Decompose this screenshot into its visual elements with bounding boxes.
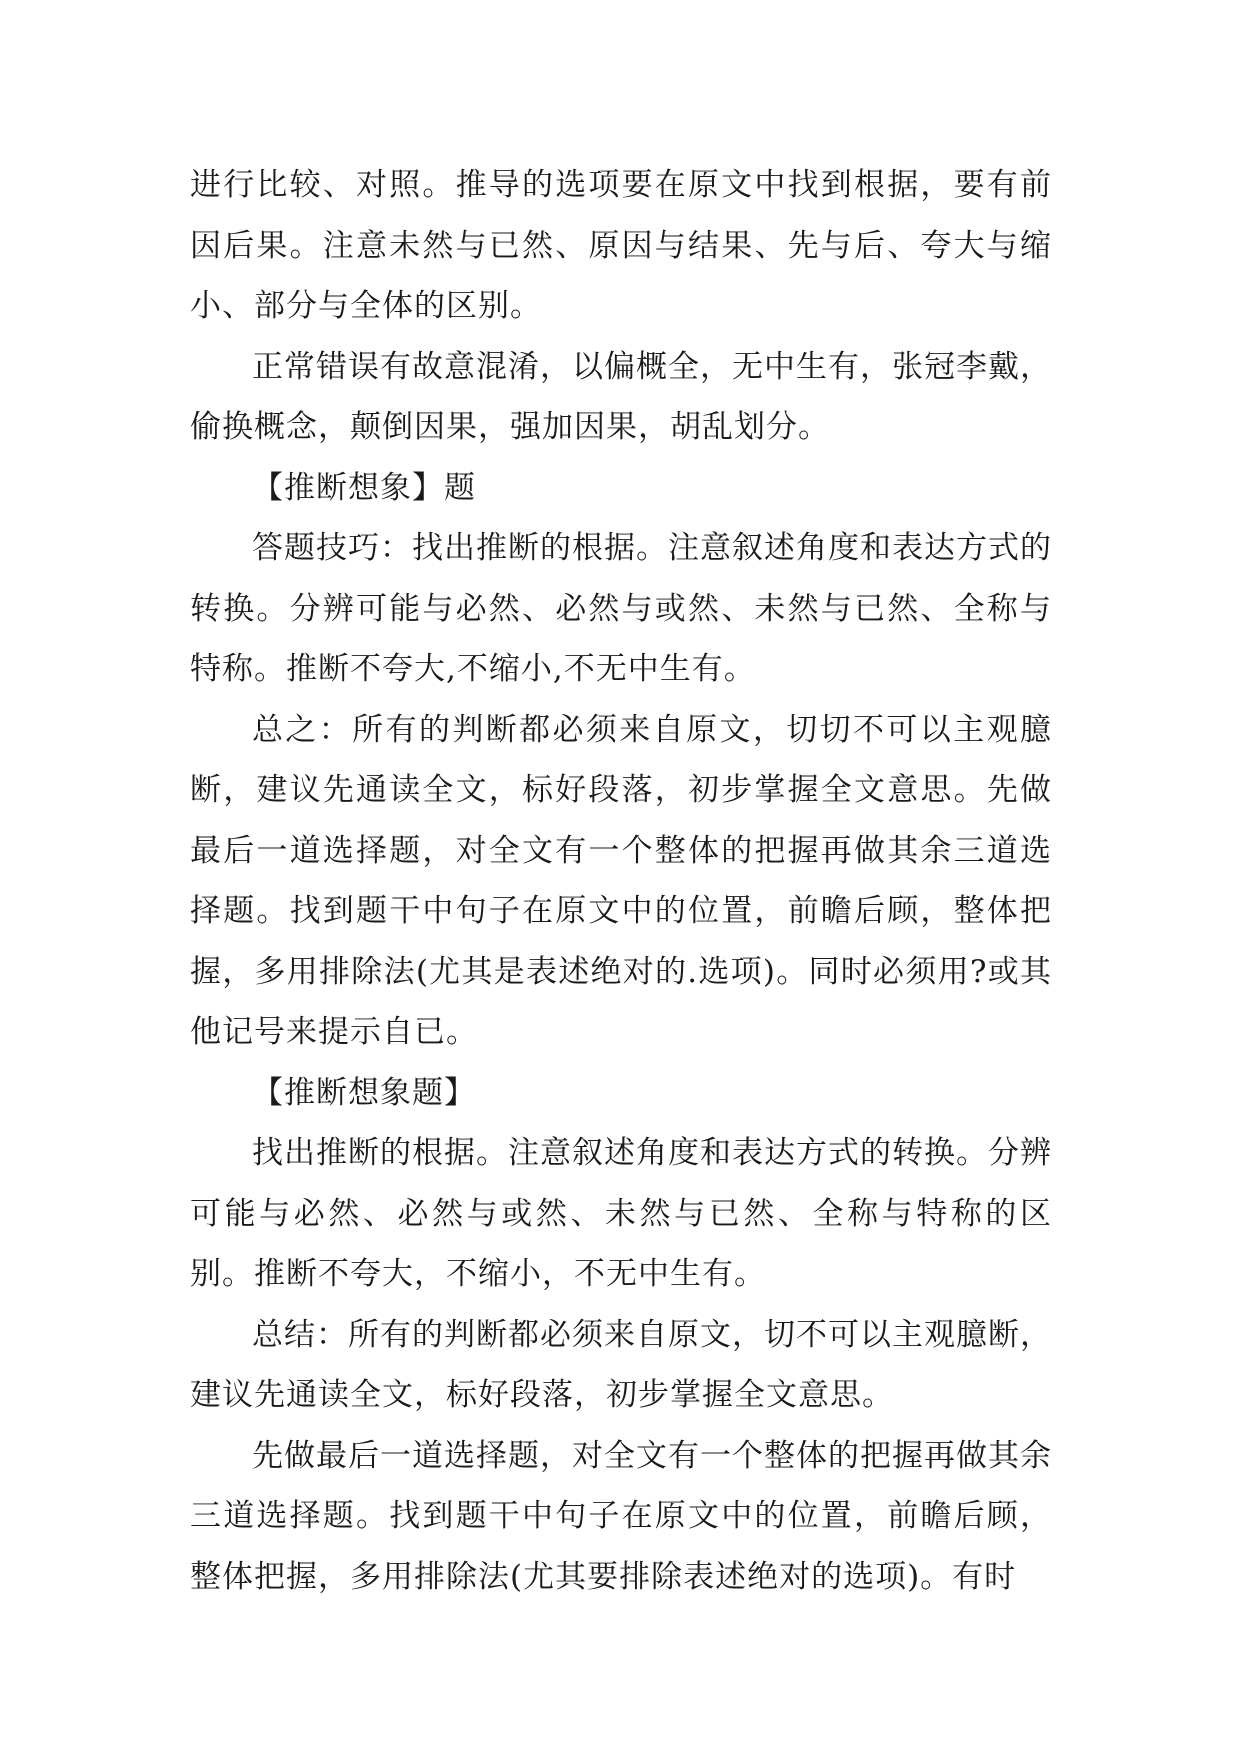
paragraph-7: 先做最后一道选择题，对全文有一个整体的把握再做其余三道选择题。找到题干中句子在原文中的位置，前瞻后顾，整体把握，多用排除法(尤其要排除表述绝对的选项)。有时 (190, 1437, 1052, 1595)
section-heading-1: 【推断想象】题 (252, 469, 476, 506)
paragraph-5: 找出推断的根据。注意叙述角度和表达方式的转换。分辨可能与必然、必然与或然、未然与已然、全称与特称的区别。推断不夸大，不缩小，不无中生有。 (190, 1135, 1052, 1292)
paragraph-3: 答题技巧：找出推断的根据。注意叙述角度和表达方式的转换。分辨可能与必然、必然与或然、未然与已然、全称与特称。推断不夸大,不缩小,不无中生有。 (190, 530, 1052, 687)
paragraph-2: 正常错误有故意混淆，以偏概全，无中生有，张冠李戴，偷换概念，颠倒因果，强加因果，胡乱划分。 (190, 348, 1052, 445)
document-body (190, 155, 1052, 1607)
paragraph-6: 总结：所有的判断都必须来自原文，切不可以主观臆断，建议先通读全文，标好段落，初步掌握全文意思。 (190, 1316, 1052, 1413)
paragraph-1: 进行比较、对照。推导的选项要在原文中找到根据，要有前因后果。注意未然与已然、原因与结果、先与后、夸大与缩小、部分与全体的区别。 (190, 167, 1052, 324)
paragraph-4: 总之：所有的判断都必须来自原文，切切不可以主观臆断，建议先通读全文，标好段落，初步掌握全文意思。先做最后一道选择题，对全文有一个整体的把握再做其余三道选择题。找到题干中句子在原文中的位置，前瞻后顾，整体把握，多用排除法(尤其是表述绝对的.选项)。同时必须用?或其他记号来提示自已。 (190, 711, 1052, 1050)
section-heading-2: 【推断想象题】 (252, 1074, 476, 1111)
